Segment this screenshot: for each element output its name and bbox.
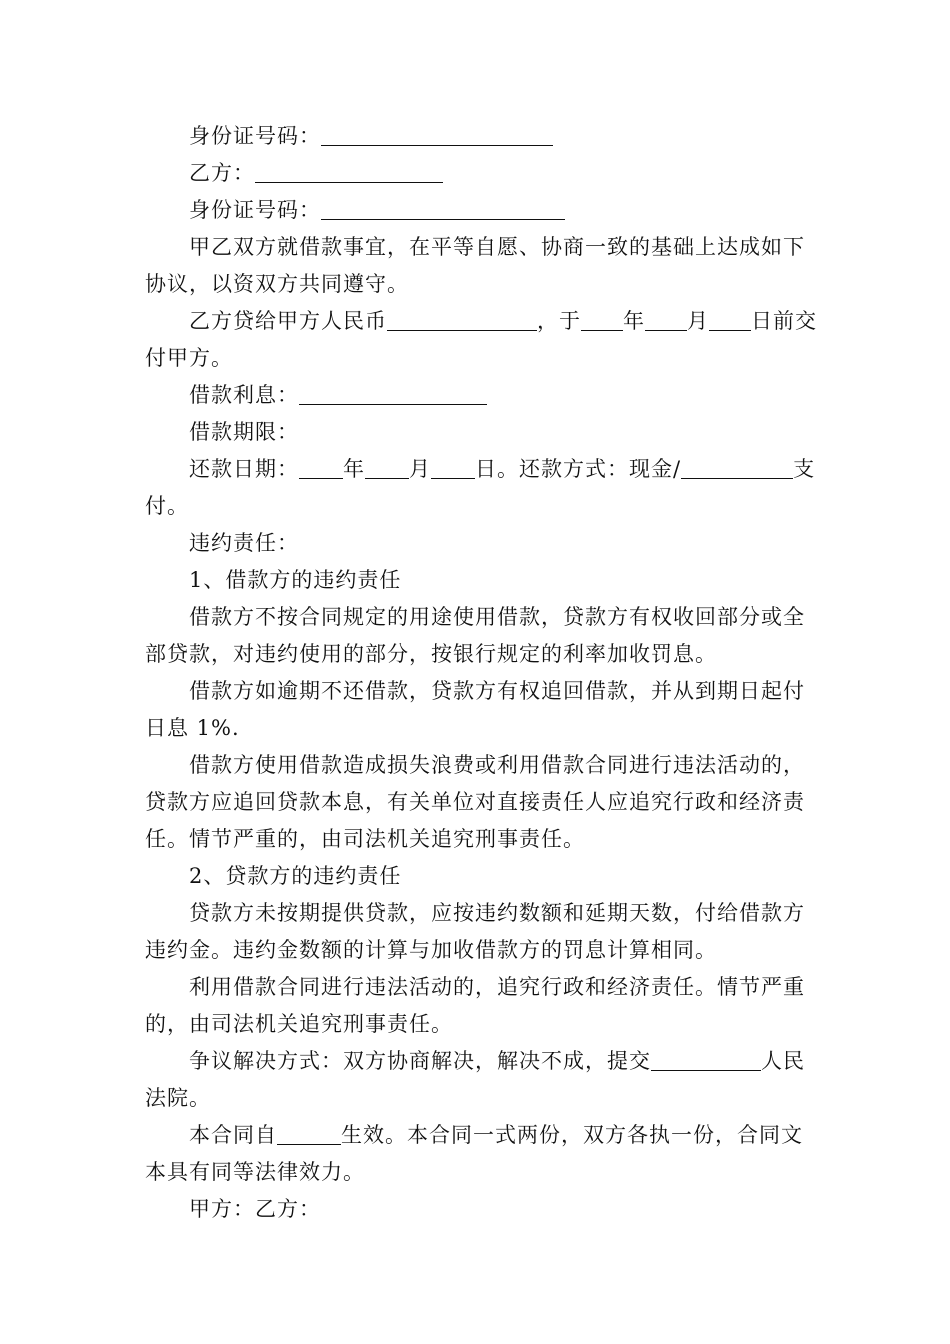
breach-paragraph-4: 贷款方未按期提供贷款，应按违约数额和延期天数，付给借款方违约金。违约金数额的计算与加收借款方的罚息计算相同。: [145, 901, 805, 962]
loan-year-blank: [581, 306, 623, 331]
repay-text-1: 还款日期：: [189, 457, 299, 481]
interest-blank: [299, 380, 487, 405]
id-number-b-blank: [321, 195, 565, 220]
section-1-heading: 1、借款方的违约责任: [189, 568, 402, 592]
breach-paragraph-5: 利用借款合同进行违法活动的，追究行政和经济责任。情节严重的，由司法机关追究刑事责任。: [145, 975, 805, 1036]
effect-paragraph: [145, 1117, 817, 1191]
effect-date-blank: [277, 1120, 341, 1145]
repayment-paragraph: [145, 451, 817, 525]
breach-heading: 违约责任：: [189, 531, 299, 555]
loan-text-5: 日前交付甲方。: [145, 309, 817, 370]
repay-day-blank: [431, 454, 475, 479]
intro-paragraph: 甲乙双方就借款事宜，在平等自愿、协商一致的基础上达成如下协议，以资双方共同遵守。: [145, 235, 805, 296]
breach-paragraph-1: 借款方不按合同规定的用途使用借款，贷款方有权收回部分或全部贷款，对违约使用的部分，按银行规定的利率加收罚息。: [145, 605, 805, 666]
id-number-a-line: [145, 118, 817, 155]
loan-text-4: 月: [687, 309, 709, 333]
section-2-heading: 2、贷款方的违约责任: [189, 864, 402, 888]
effect-text-1: 本合同自: [189, 1123, 277, 1147]
repay-month-blank: [365, 454, 409, 479]
repay-text-2: 年: [343, 457, 365, 481]
breach-paragraph-2: 借款方如逾期不还借款，贷款方有权追回借款，并从到期日起付日息 1%.: [145, 679, 805, 740]
repay-text-3: 月: [409, 457, 431, 481]
repay-year-blank: [299, 454, 343, 479]
repay-text-5: 支付。: [145, 457, 816, 518]
loan-text-2: ，于: [537, 309, 581, 333]
signature-line: 甲方：乙方：: [189, 1197, 321, 1221]
dispute-paragraph: [145, 1043, 817, 1117]
loan-amount-paragraph: [145, 303, 817, 377]
interest-label: 借款利息：: [189, 383, 299, 407]
loan-day-blank: [709, 306, 751, 331]
id-number-a-blank: [321, 121, 553, 146]
loan-text-1: 乙方贷给甲方人民币: [189, 309, 387, 333]
dispute-text-1: 争议解决方式：双方协商解决，解决不成，提交: [189, 1049, 651, 1073]
party-b-blank: [255, 158, 443, 183]
party-b-label: 乙方：: [189, 161, 255, 185]
id-number-a-label: 身份证号码：: [189, 124, 321, 148]
loan-amount-blank: [387, 306, 537, 331]
interest-line: [145, 377, 817, 414]
repay-method-blank: [681, 454, 793, 479]
id-number-b-label: 身份证号码：: [189, 198, 321, 222]
loan-text-3: 年: [623, 309, 645, 333]
id-number-b-line: [145, 192, 817, 229]
dispute-text-2: 人民法院。: [145, 1049, 805, 1110]
contract-body: [145, 118, 817, 1228]
party-b-line: [145, 155, 817, 192]
loan-month-blank: [645, 306, 687, 331]
term-line: 借款期限：: [189, 420, 299, 444]
court-blank: [651, 1046, 761, 1071]
breach-paragraph-3: 借款方使用借款造成损失浪费或利用借款合同进行违法活动的，贷款方应追回贷款本息，有关单位对直接责任人应追究行政和经济责任。情节严重的，由司法机关追究刑事责任。: [145, 753, 805, 851]
effect-text-2: 生效。本合同一式两份，双方各执一份，合同文本具有同等法律效力。: [145, 1123, 803, 1184]
repay-text-4: 日。还款方式：现金/: [475, 457, 682, 481]
